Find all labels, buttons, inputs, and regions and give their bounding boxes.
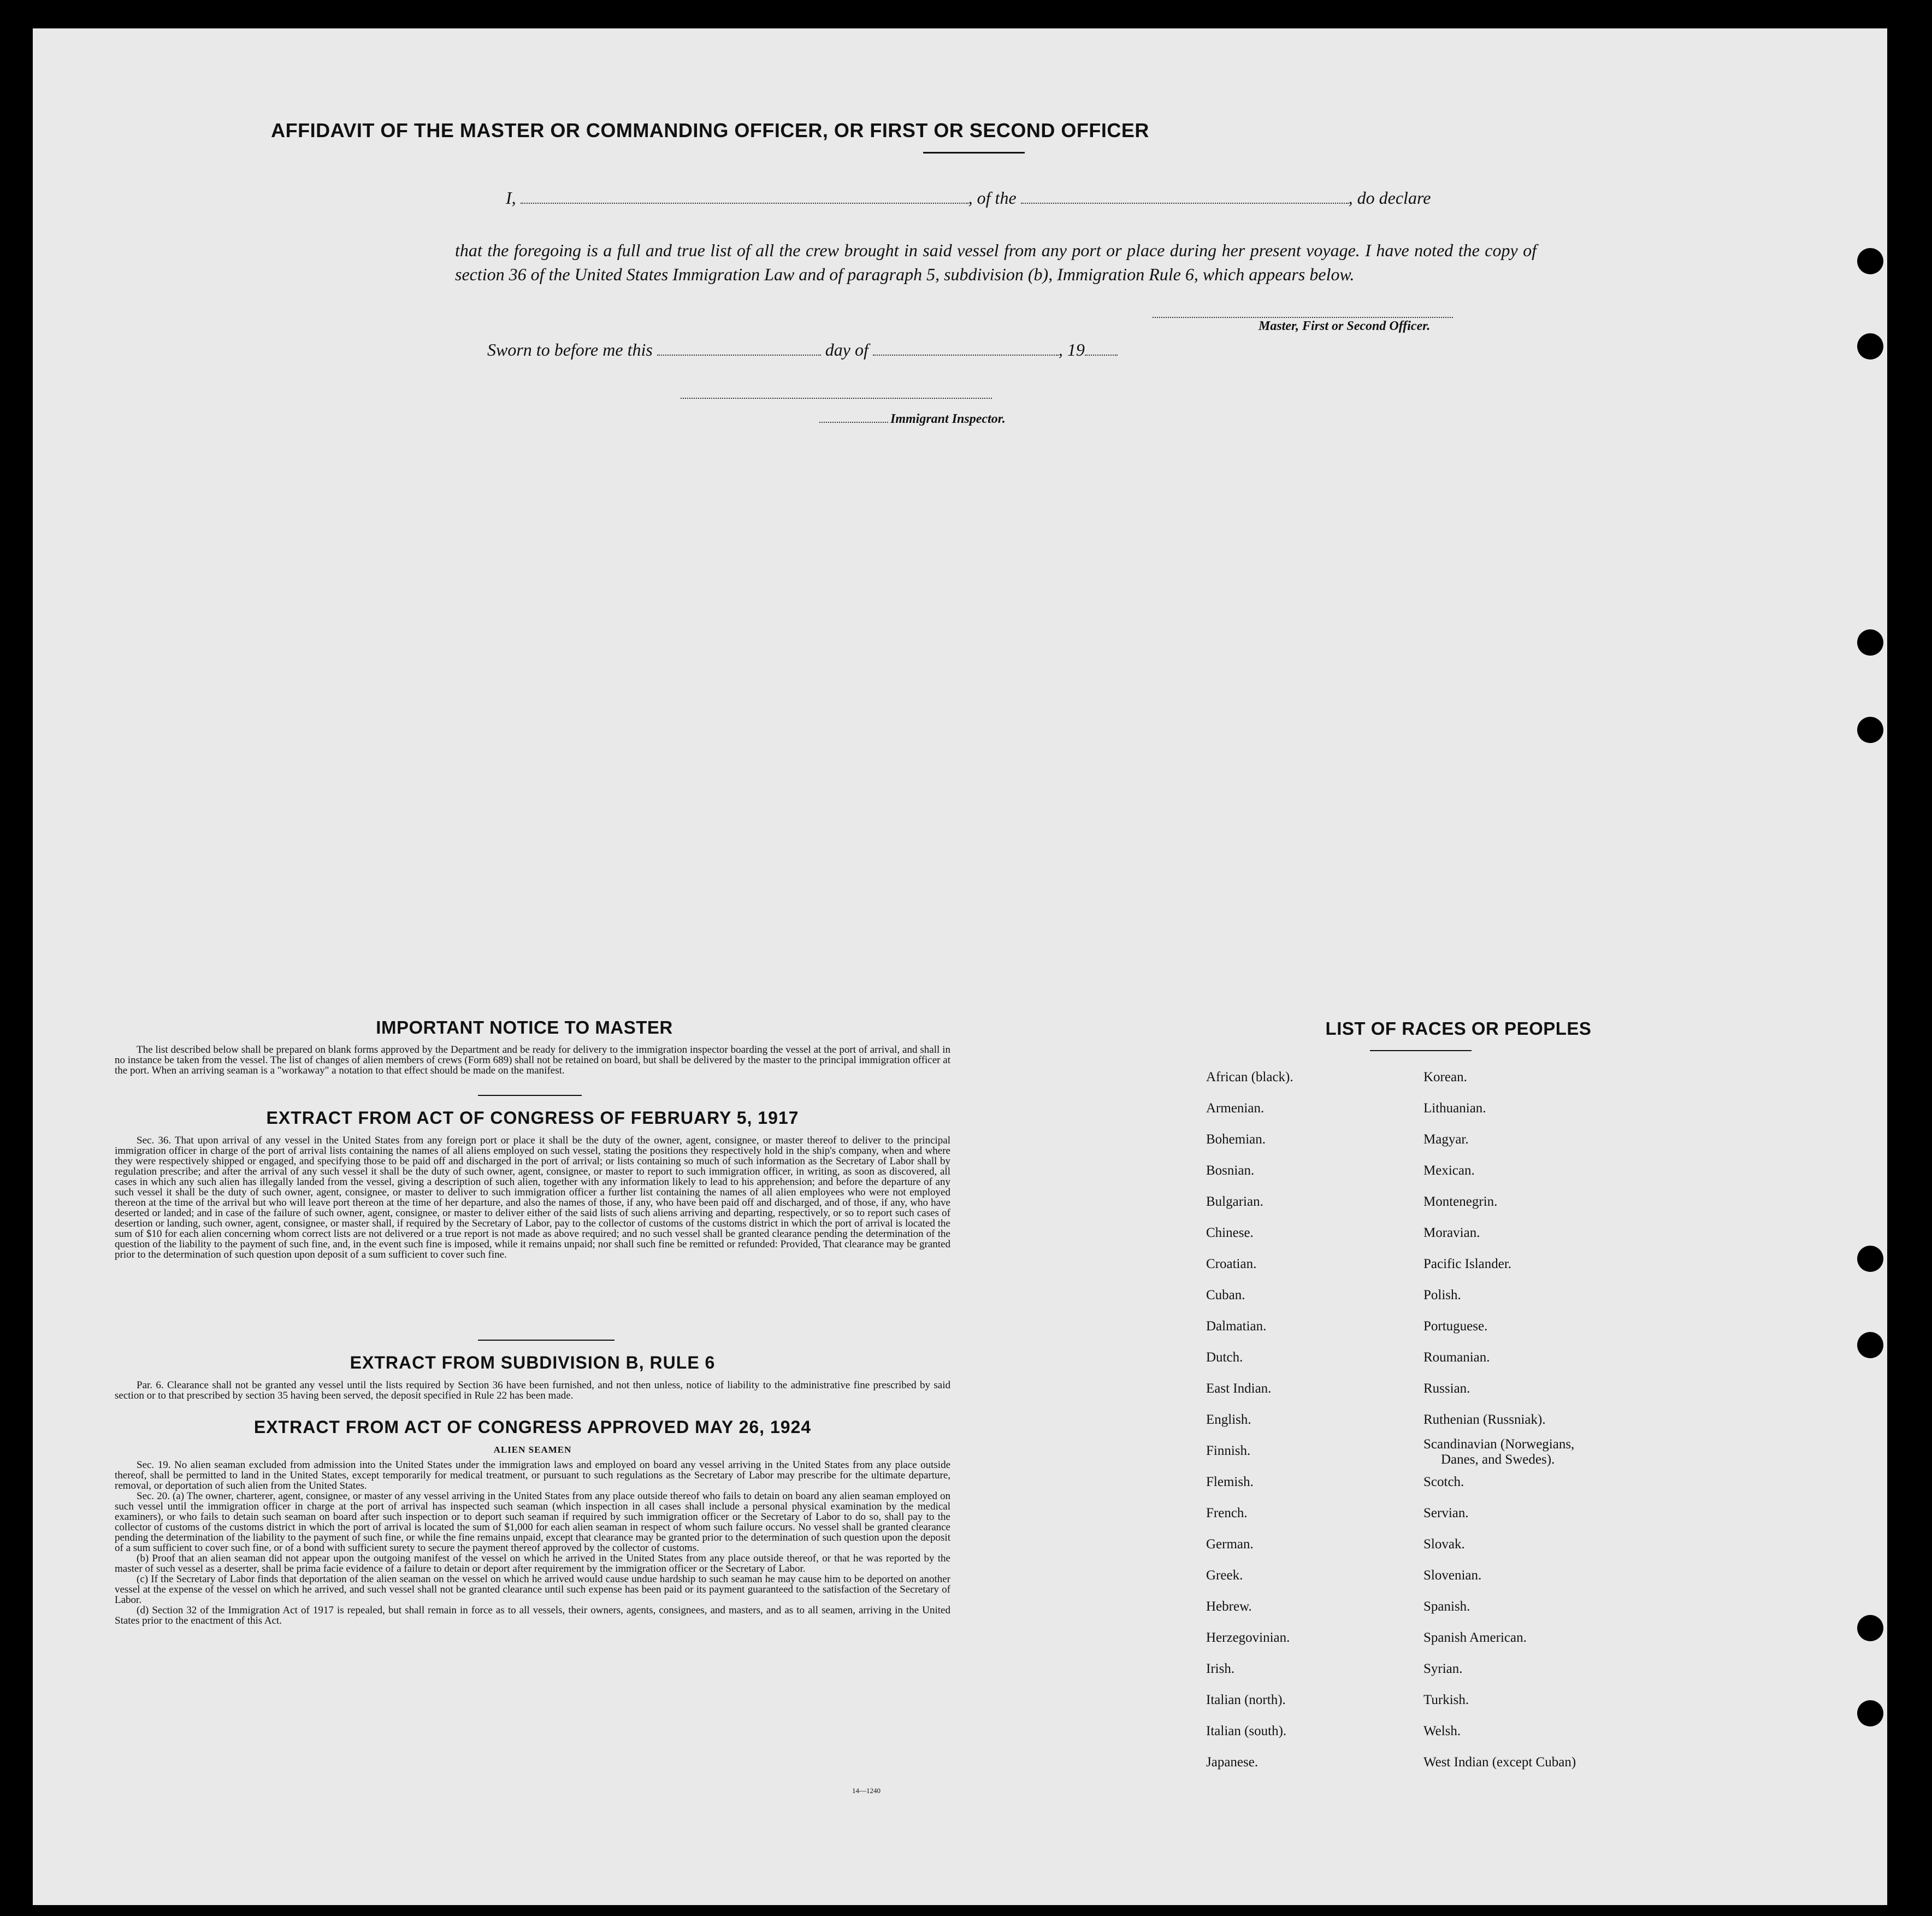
notice-title: IMPORTANT NOTICE TO MASTER [376,1017,673,1037]
inspector-caption-row [819,411,1006,427]
notice-paragraph: The list described below shall be prepared on blank forms approved by the Department and be ready for delivery to the immigration inspector boarding the vessel at the port of arrival, and shall in no instance be taken from the vessel. The list of changes of alien members of crews (Form 689) shall not be retained on board, but shall be delivered by the master to the principal immigration officer at the port. When an arriving seaman is a "workaway" a notation to that effect should be made on the manifest. [115,1044,950,1076]
race-item: Montenegrin. [1423,1194,1498,1209]
extract-rule6-paragraph: Par. 6. Clearance shall not be granted any vessel until the lists required by Section 36 have been furnished, and not then unless, notice of liability to the administrative fine prescribed by said section or to that prescribed by section 35 having been served, the deposit specified in Rule 22 has been made. [115,1379,950,1401]
master-signature-caption: Master, First or Second Officer. [1259,319,1431,333]
races-title-rule [1370,1050,1472,1051]
race-item: Bohemian. [1206,1132,1266,1147]
race-item: Herzegovinian. [1206,1630,1290,1645]
sworn-day-of: day of [825,340,868,359]
race-item: Italian (south). [1206,1724,1287,1738]
race-item: Finnish. [1206,1443,1251,1458]
race-item: Roumanian. [1423,1350,1490,1365]
race-item: Greek. [1206,1568,1243,1583]
extract-1924-title: EXTRACT FROM ACT OF CONGRESS APPROVED MAY 26, 1924 [253,1417,812,1437]
race-item: Mexican. [1423,1163,1475,1178]
race-item: Pacific Islander. [1423,1257,1512,1271]
alien-seamen-subtitle: ALIEN SEAMEN [493,1445,572,1455]
extract-rule6-text [115,1380,950,1401]
race-item: West Indian (except Cuban) [1423,1755,1576,1770]
affidavit-title: AFFIDAVIT OF THE MASTER OR COMMANDING OFFICER, OR FIRST OR SECOND OFFICER [271,119,1149,142]
affidavit-do-declare-label: , do declare [1348,188,1431,208]
binder-hole [1857,629,1883,656]
extract-1924-paragraph: (b) Proof that an alien seaman did not appear upon the outgoing manifest of the vessel on which he arrived in the United States from any place outside thereof, or that he was reported by the master of such vessel as a deserter, shall be prima facie evidence of a failure to detain or deport after requirement by the immigration officer or the Secretary of Labor. [115,1553,950,1575]
title-rule [923,152,1025,154]
race-item: Italian (north). [1206,1693,1286,1707]
race-item: Hebrew. [1206,1599,1252,1614]
document-page [33,28,1887,1905]
notice-text [115,1045,950,1076]
form-number: 14—1240 [852,1787,881,1795]
race-item: Ruthenian (Russniak). [1423,1412,1546,1427]
race-item: Cuban. [1206,1288,1245,1302]
extract-1924-paragraph: (d) Section 32 of the Immigration Act of 1917 is repealed, but shall remain in force as to all vessels, their owners, agents, consignees, and masters, and as to all seamen, arriving in the United States prior to the enactment of this Act. [115,1605,950,1626]
race-item: Slovak. [1423,1537,1465,1552]
race-item: Irish. [1206,1661,1235,1676]
inspector-signature-line [681,398,992,399]
sworn-prefix: Sworn to before me this [487,340,653,359]
race-item: Chinese. [1206,1225,1254,1240]
race-item: Korean. [1423,1070,1467,1084]
extract-1924-paragraph: Sec. 19. No alien seaman excluded from admission into the United States under the immigration laws and employed on board any vessel arriving in the United States from any place outside thereof, shall be permitted to land in the United States, except temporarily for medical treatment, or pursuant to such regulations as the Secretary of Labor may prescribe for the ultimate departure, removal, or deportation of such alien from the United States. [115,1459,950,1491]
inspector-caption: Immigrant Inspector. [890,412,1006,426]
affidavit-of-the-label: , of the [968,188,1017,208]
race-item: English. [1206,1412,1251,1427]
race-item: Dalmatian. [1206,1319,1267,1334]
extract-1917-text [115,1135,950,1260]
extract-1924-paragraph: (c) If the Secretary of Labor finds that deportation of the alien seaman on the vessel on which he arrived would cause undue hardship to such seaman he may cause him to be deported on another vessel at the expense of the vessel on which he arrived, and such vessel shall not be granted clearance until such expense has been paid or its payment guaranteed to the satisfaction of the Secretary of Labor. [115,1573,950,1606]
race-item: Lithuanian. [1423,1101,1486,1116]
race-item: German. [1206,1537,1254,1552]
master-signature-line [1153,317,1453,318]
binder-hole [1857,1332,1883,1358]
section-rule [478,1340,615,1341]
binder-hole [1857,717,1883,743]
affidavit-paragraph: that the foregoing is a full and true list of all the crew brought in said vessel from any port or place during her present voyage. I have noted the copy of section 36 of the United States Immigration Law and of paragraph 5, subdivision (b), Immigration Rule 6, which appears below. [455,240,1537,284]
race-item: Magyar. [1423,1132,1469,1147]
race-item: Syrian. [1423,1661,1463,1676]
race-item: Bulgarian. [1206,1194,1263,1209]
race-item: Spanish. [1423,1599,1470,1614]
race-item: Flemish. [1206,1475,1254,1489]
race-item: Armenian. [1206,1101,1265,1116]
binder-hole [1857,1615,1883,1641]
race-item: Slovenian. [1423,1568,1482,1583]
binder-hole [1857,1246,1883,1272]
race-item: Japanese. [1206,1755,1259,1770]
binder-hole [1857,333,1883,359]
race-item: Moravian. [1423,1225,1480,1240]
sworn-year: , 19 [1058,340,1085,359]
sworn-day-blank [657,340,821,356]
sworn-month-blank [873,340,1059,356]
race-item: Polish. [1423,1288,1461,1302]
extract-1924-paragraph: Sec. 20. (a) The owner, charterer, agent, consignee, or master of any vessel arriving in the United States from any place outside thereof who fails to detain on board any alien seaman employed on such vessel until the immigration officer in charge at the port of arrival has inspected such seaman (which inspection in all cases shall include a personal physical examination by the medical examiners), or who fails to detain such seaman on board after such inspection or to deport such seaman if required by such immigration officer or the Secretary of Labor to do so, shall pay to the collector of customs of the customs district in which the port of arrival is located the sum of $1,000 for each alien seaman in respect of whom such failure occurs. No vessel shall be granted clearance pending the determination of the liability to the payment of such fine, or while the fine remains unpaid, except that clearance may be granted prior to the determination of such question upon the deposit of a sum sufficient to cover such fine, or of a bond with sufficient surety to secure the payment thereof approved by the collector of customs. [115,1490,950,1554]
race-item: Spanish American. [1423,1630,1527,1645]
sworn-year-blank [1085,340,1118,356]
binder-hole [1857,248,1883,274]
binder-hole [1857,1700,1883,1726]
race-item-continuation: Danes, and Swedes). [1441,1452,1555,1467]
section-rule [478,1095,582,1096]
inspector-blank [819,411,888,423]
race-item: Servian. [1423,1506,1469,1520]
vessel-blank [1021,188,1349,204]
race-item: Russian. [1423,1381,1470,1396]
affidavit-declaration-line [506,188,1431,208]
name-blank [521,188,968,204]
race-item: Bosnian. [1206,1163,1255,1178]
race-item: East Indian. [1206,1381,1272,1396]
race-item: Croatian. [1206,1257,1257,1271]
race-item: Dutch. [1206,1350,1243,1365]
race-item: Scandinavian (Norwegians, [1423,1437,1575,1452]
affidavit-i-label: I, [506,188,516,208]
race-item: Scotch. [1423,1475,1464,1489]
extract-1917-title: EXTRACT FROM ACT OF CONGRESS OF FEBRUARY 5, 1917 [266,1108,799,1128]
extract-rule6-title: EXTRACT FROM SUBDIVISION B, RULE 6 [350,1353,716,1372]
sworn-line [487,340,1118,360]
extract-1924-text [115,1460,950,1626]
races-title: LIST OF RACES OR PEOPLES [1325,1018,1592,1039]
race-item: African (black). [1206,1070,1293,1084]
race-item: Turkish. [1423,1693,1469,1707]
extract-1917-paragraph: Sec. 36. That upon arrival of any vessel in the United States from any foreign port or place it shall be the duty of the owner, agent, consignee, or master thereof to deliver to the principal immigration officer in charge of the port of arrival lists containing the names of all aliens employed on such vessel, stating the positions they respectively hold in the ship's company, when and where they were respectively shipped or engaged, and specifying those to be paid off and discharged in the port of arrival; or lists containing so much of such information as the Secretary of Labor shall by regulation prescribe; and after the arrival of any such vessel it shall be the duty of such owner, agent, consignee, or master to report to such immigration officer, in writing, as soon as discovered, all cases in which any such alien has illegally landed from the vessel, giving a description of such alien, together with any information likely to lead to his apprehension; and before the departure of any such vessel it shall be the duty of such owner, agent, consignee, or master to deliver to such immigration officer a further list containing the names of all alien employees who were not employed thereon at the time of the arrival but who will leave port thereon at the time of her departure, and also the names of those, if any, who have been paid off and discharged, and of those, if any, who have deserted or landed; and in case of the failure of such owner, agent, consignee, or master to deliver either of the said lists of such aliens arriving and departing, respectively, or so to report such cases of desertion or landing, such owner, agent, consignee, or master shall, if required by the Secretary of Labor, pay to the collector of customs of the customs district in which the port of arrival is located the sum of $10 for each alien concerning whom correct lists are not delivered or a true report is not made as above required; and no such vessel shall be granted clearance pending the determination of the question of the liability to the payment of such fine, and, in the event such fine is imposed, while it remains unpaid; nor shall such fine be remitted or refunded: Provided, That clearance may be granted prior to the determination of such question upon deposit of a sum sufficient to cover such fine. [115,1135,950,1260]
race-item: Welsh. [1423,1724,1461,1738]
race-item: French. [1206,1506,1248,1520]
race-item: Portuguese. [1423,1319,1488,1334]
